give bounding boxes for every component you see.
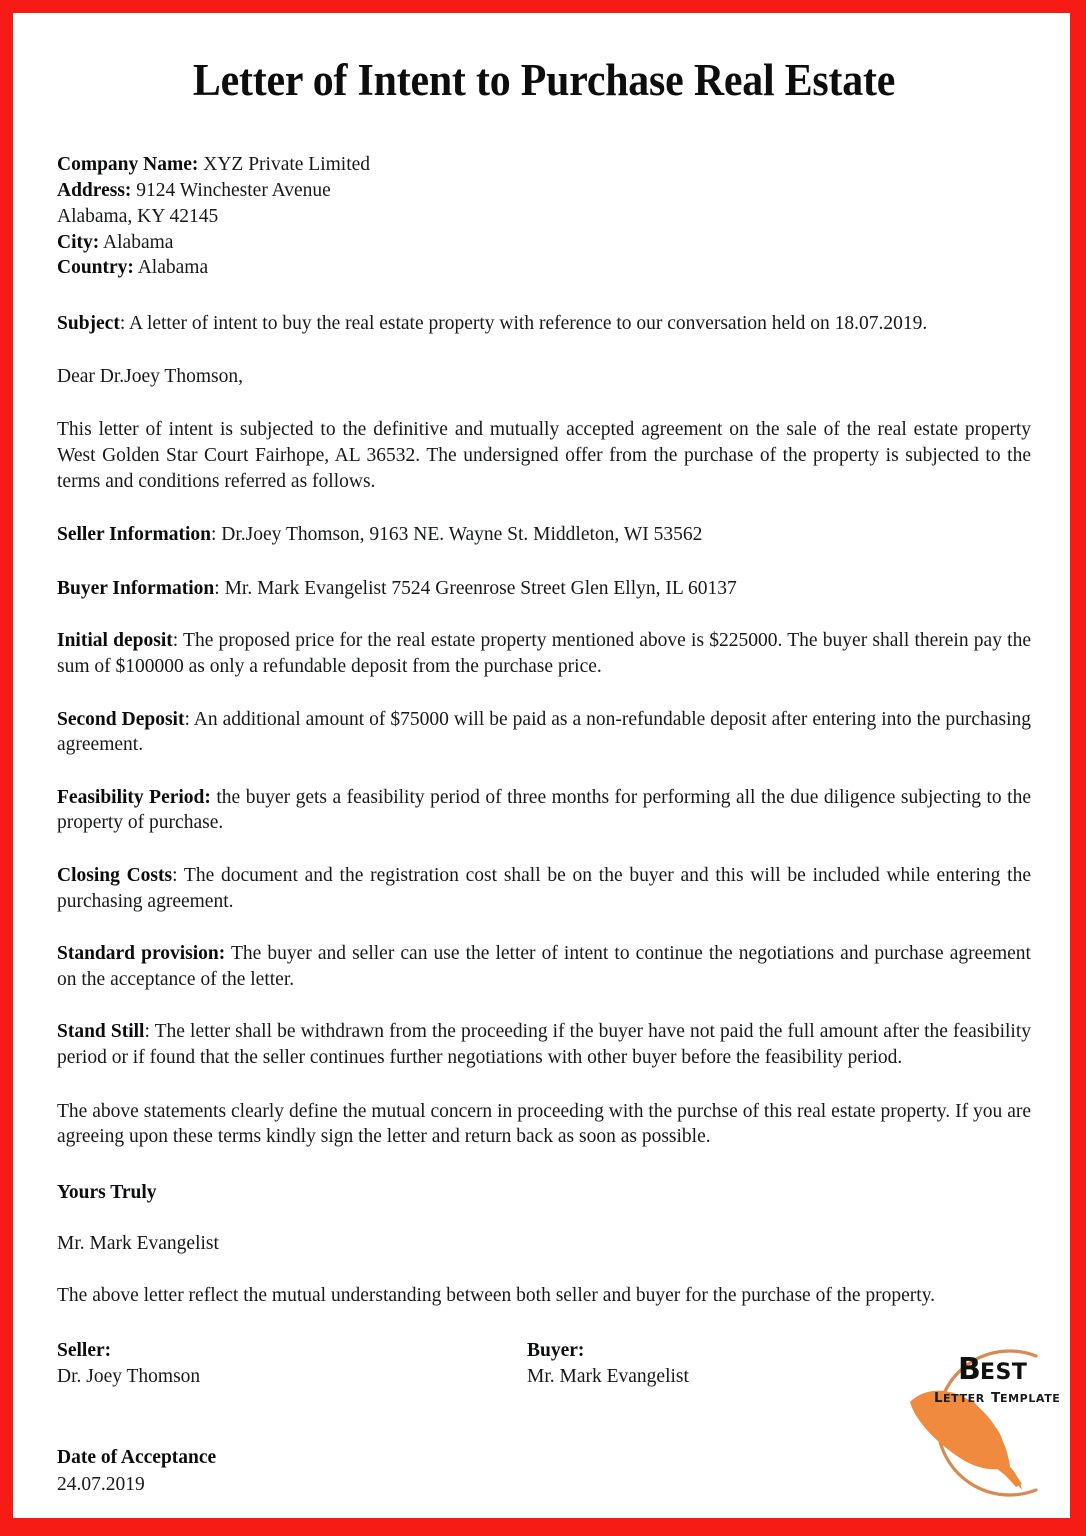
company-name-value: XYZ Private Limited bbox=[198, 154, 371, 176]
logo-brand-rest: EST bbox=[980, 1360, 1028, 1385]
seller-information-text: : Dr.Joey Thomson, 9163 NE. Wayne St. Middleton, WI 53562 bbox=[211, 524, 703, 546]
country-label: Country: bbox=[57, 257, 134, 279]
clause-standard-provision bbox=[57, 941, 1031, 992]
company-name-line bbox=[57, 152, 1031, 178]
seller-information-label: Seller Information bbox=[57, 524, 212, 546]
seller-signature-name: Dr. Joey Thomson bbox=[57, 1366, 201, 1388]
clause-second-deposit bbox=[57, 707, 1031, 758]
seller-information bbox=[57, 522, 1031, 548]
yours-truly: Yours Truly bbox=[57, 1181, 157, 1203]
clause-text: : The letter shall be withdrawn from the proceeding if the buyer have not paid the full amount after the feasibility period or if found that the seller continues further negotiations with other buyer before the feasibility period. bbox=[57, 1021, 1031, 1068]
closing-paragraph: The above statements clearly define the mutual concern in proceeding with the purchse of this real estate property. If you are agreeing upon these terms kindly sign the letter and return back as soon as possible. bbox=[57, 1100, 1031, 1148]
company-name-label: Company Name: bbox=[57, 154, 199, 176]
logo-tagline-emplate: EMPLATE bbox=[1000, 1392, 1061, 1405]
seller-signature-column bbox=[57, 1338, 200, 1390]
clause-label: Second Deposit bbox=[57, 708, 185, 730]
clause-closing-costs bbox=[57, 863, 1031, 914]
clause-text: : The document and the registration cost shall be on the buyer and this will be included while entering the purchasing agreement. bbox=[57, 864, 1031, 912]
clause-feasibility-period bbox=[57, 785, 1031, 836]
address-label: Address: bbox=[57, 180, 132, 202]
date-of-acceptance-value: 24.07.2019 bbox=[57, 1474, 145, 1496]
city-value: Alabama bbox=[99, 231, 174, 253]
logo-tagline-etter: ETTER bbox=[943, 1392, 985, 1405]
logo-tagline-initial-t: T bbox=[991, 1390, 1001, 1406]
clause-stand-still bbox=[57, 1019, 1031, 1070]
clause-text: : An additional amount of $75000 will be paid as a non-refundable deposit after entering into the purchasing agreement. bbox=[57, 708, 1031, 756]
buyer-signature-name: Mr. Mark Evangelist bbox=[527, 1366, 689, 1388]
document-content bbox=[57, 13, 1031, 1498]
clause-label: Standard provision: bbox=[57, 943, 226, 965]
address-line-2: Alabama, KY 42145 bbox=[57, 205, 219, 227]
best-letter-template-logo bbox=[886, 1330, 1064, 1516]
subject-line bbox=[57, 311, 1031, 337]
logo-brand-initial: B bbox=[958, 1352, 981, 1387]
feather-icon bbox=[910, 1391, 1022, 1490]
logo-tagline-initial-l: L bbox=[934, 1390, 943, 1406]
company-address-block bbox=[57, 152, 1031, 281]
buyer-role-label: Buyer: bbox=[527, 1340, 585, 1362]
document-sheet bbox=[13, 13, 1070, 1518]
sender-name: Mr. Mark Evangelist bbox=[57, 1232, 219, 1254]
clause-label: Initial deposit bbox=[57, 630, 173, 652]
clause-initial-deposit bbox=[57, 628, 1031, 679]
clause-label: Feasibility Period: bbox=[57, 786, 211, 808]
clause-text: : The proposed price for the real estate property mentioned above is $225000. The buyer shall therein pay the sum of $100000 as only a refundable deposit from the purchase price. bbox=[57, 630, 1031, 677]
city-label: City: bbox=[57, 231, 100, 253]
date-of-acceptance-label: Date of Acceptance bbox=[57, 1447, 217, 1469]
address-value: 9124 Winchester Avenue bbox=[131, 180, 331, 202]
seller-role-label: Seller: bbox=[57, 1340, 112, 1362]
buyer-signature-column bbox=[527, 1338, 689, 1390]
acknowledgement-paragraph: The above letter reflect the mutual understanding between both seller and buyer for the purchase of the property. bbox=[57, 1284, 936, 1306]
buyer-information-label: Buyer Information bbox=[57, 577, 215, 599]
country-line bbox=[57, 255, 1031, 281]
address-line bbox=[57, 178, 1031, 204]
buyer-information-text: : Mr. Mark Evangelist 7524 Greenrose Street Glen Ellyn, IL 60137 bbox=[214, 577, 737, 599]
signature-row bbox=[57, 1338, 1031, 1400]
country-value: Alabama bbox=[133, 257, 209, 279]
buyer-information bbox=[57, 576, 1031, 602]
clause-text: The buyer and seller can use the letter of intent to continue the negotiations and purchase agreement on the acceptance of the letter. bbox=[57, 943, 1031, 990]
city-line bbox=[57, 230, 1031, 256]
subject-label: Subject bbox=[57, 313, 120, 335]
clause-label: Closing Costs bbox=[57, 864, 173, 886]
date-of-acceptance-block bbox=[57, 1444, 1031, 1498]
logo-svg bbox=[886, 1330, 1064, 1516]
intro-paragraph: This letter of intent is subjected to the definitive and mutually accepted agreement on the sale of the real estate property West Golden Star Court Fairhope, AL 36532. The undersigned offer from the purchase of the property is subjected to the terms and conditions referred as follows. bbox=[57, 419, 1031, 492]
salutation: Dear Dr.Joey Thomson, bbox=[57, 365, 243, 387]
clause-label: Stand Still bbox=[57, 1021, 145, 1043]
clause-text: the buyer gets a feasibility period of three months for performing all the due diligence subjecting to the property of purchase. bbox=[57, 786, 1031, 834]
page-title: Letter of Intent to Purchase Real Estate bbox=[192, 55, 896, 105]
subject-text: : A letter of intent to buy the real estate property with reference to our conversation held on 18.07.2019. bbox=[119, 313, 928, 335]
